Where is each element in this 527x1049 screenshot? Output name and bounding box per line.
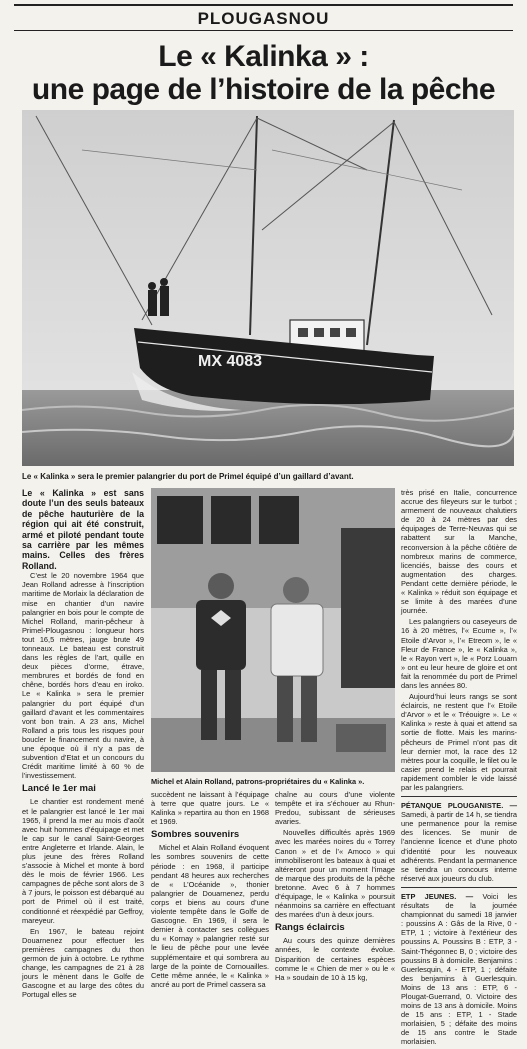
- article-paragraph: Les palangriers ou caseyeurs de 16 à 20 mètres, l’« Ecume », l’« Etoile d’Arvor », l’« Etreom », le « Fleur de France », le « Kalinka », le « Rayon vert », le « Porz Louarn » ont eu leur heure de gloire et ont fait la renommée du port de Primel dans les années 80.: [401, 617, 517, 690]
- photo-caption-brothers: Michel et Alain Rolland, patrons-propriétaires du « Kalinka ».: [151, 777, 365, 786]
- brief-etp-title: ETP JEUNES. —: [401, 891, 474, 901]
- article-paragraph: chaîne au cours d’une violente tempête et ira s’échouer au Rhun-Predou, subissant de sérieuses avaries.: [275, 790, 395, 827]
- header-rule-bottom: [14, 30, 513, 31]
- brief-etp-jeunes: [401, 892, 517, 1047]
- article-column-2: [151, 790, 269, 991]
- article-paragraph: Aujourd’hui leurs rangs se sont éclaircis, ne restent que l’« Etoile d’Arvor » et le « Tréouigre ». Le « Kalinka » reste à quai et attend sa sortie de flotte. Mais les marins-pêcheurs de Primel n’ont pas dit leur dernier mot, la race des 12 mètres pour la coquille, le filet ou le casier prend le relais et pourrait rapidement combler le vide laissé par les palangriers.: [401, 692, 517, 792]
- subheading-sombres-souvenirs: Sombres souvenirs: [151, 829, 240, 841]
- subheading-rangs-eclaircis: Rangs éclaircis: [275, 922, 345, 934]
- header-rule-top: [14, 4, 513, 6]
- boat-photo: [22, 110, 514, 466]
- subheading-lance: Lancé le 1er mai: [22, 783, 96, 795]
- article-paragraph: En 1967, le bateau rejoint Douarnenez pour effectuer les premières campagnes du thon germon de juin à octobre. Le rythme change, les campagnes de 21 à 28 jours le mènent dans le Golfe de Gascogne et au large des côtes du Portugal elles se: [22, 926, 144, 1000]
- headline-line-1: Le « Kalinka » :: [158, 40, 369, 73]
- boat-illustration: [22, 110, 514, 466]
- brief-etp-text: Voici les résultats de la journée championnat du samedi 18 janvier : poussins A : Gâs de la Rive, 0 - ETP, 1 ; victoire à l’extérieur des poussins A. Poussins B : ETP, 3 - Saint-Thégonnec B, 0 ; victoire des poussins B à domicile. Benjamins : Guerlesquin, 4 - ETP, 1 ; défaite des benjamins à Guerlesquin. Moins de 13 ans : ETP, 6 - Plougat-Guerrand, 0. Victoire des moins de 13 ans à domicile. Moins de 15 ans : ETP, 1 - Stade morlaisien, 5 ; défaite des moins de 15 ans contre le Stade morlaisien.: [401, 891, 517, 1047]
- brief-petanque-text: Samedi, à partir de 14 h, se tiendra une permanence pour la remise des licences. Se munir de l’ancienne licence et d’une photo d’identité pour les nouveaux adhérents. Pendant la permanence se tiendra un concours interne réservé aux joueurs du club.: [401, 810, 517, 883]
- article-intro: Le « Kalinka » est sans doute l’un des seuls bateaux de pêche hauturière de la région qui ait été construit, armé et piloté pendant toute sa carrière par les mêmes mains. Celles des frères Rolland.: [22, 488, 144, 571]
- article-paragraph: Nouvelles difficultés après 1969 avec les marées noires du « Torrey Canon » et de l’« Amoco » qui immobiliseront les bateaux à quai et altéreront pour un moment l’image de marque des produits de la pêche bretonne. Avec 6 à 7 hommes d’équipage, le « Kalinka » poursuit néanmoins sa carrière en effectuant des marées d’un à deux jours.: [275, 828, 395, 920]
- article-paragraph: Michel et Alain Rolland évoquent les sombres souvenirs de cette période : en 1968, il participe pendant 48 heures aux recherches de « L’Océanide », thonier palangrier de Douarnenez, perdu corps et biens au cours d’une violente tempête dans le Golfe de Gascogne. En 1969, il sera le dernier à contacter ses collègues du « Kornay » palangrier resté sur le lieu de pêche pour une levée supplémentaire et qui sombrera au large de la pointe de Cornouailles. Cette même année, le « Kalinka » ancré au port de Primel cassera sa: [151, 843, 269, 989]
- article-paragraph: Au cours des quinze dernières années, le contexte évolue. Disparition de certaines espèces comme le « Chien de mer » ou le « Ha » soudain de 10 à 15 kg,: [275, 936, 395, 982]
- brief-divider: [401, 887, 517, 888]
- section-header: [0, 4, 527, 34]
- brief-petanque: [401, 801, 517, 883]
- article-paragraph: Le chantier est rondement mené et le palangrier est lancé le 1er mai 1965, il prend la mer au mois d’août avec huit hommes d’équipage et met le cap sur le canal Saint-Georges entre Angleterre et Irlande. Alain, le plus jeune des frères Rolland s’associe à Michel et monte à bord dès le mois de février 1966. Les campagnes de pêche sont alors de 3 à 7 jours, le poisson est débarqué au port de Primel où il est traité, conditionné et réexpédié par Geffroy, mareyeur.: [22, 797, 144, 925]
- section-town: PLOUGASNOU: [197, 9, 330, 28]
- hull-registration: MX 4083: [198, 353, 263, 370]
- brothers-illustration: [151, 488, 395, 772]
- article-paragraph: très prisé en Italie, concurrence accrue des fileyeurs sur le turbot ; armement de nouveaux chalutiers de 20 à 24 mètres par des équipages de Terre-Neuvas qui se rabattent sur la Manche, reconversion à la pêche côtière de nombreux marins de commerce, licenciés, baisse des cours et augmentation des charges. Pendant cette dernière période, le « Kalinka » réduit son équipage et se limite à des marées d’une journée.: [401, 488, 517, 616]
- headline-line-2: une page de l’histoire de la pêche: [31, 73, 496, 106]
- article-column-3: [275, 790, 395, 984]
- article-paragraph: C’est le 20 novembre 1964 que Jean Rolland adresse à l’inscription maritime de Morlaix la déclaration de mise en chantier d’un navire palangrier en bois pour le compte de Michel Rolland, marin-pêcheur à Primel-Plougasnou : longueur hors tout 16,5 mètres, jauge brute 49 tonneaux. Le bateau est construit dans les règles de l’art, quille en deux pièces d’orme, étrave, membrures et bordés de fond en chêne, bordés hors d’eau en iroko. Le « Kalinka » sera le premier palangrier du port équipé d’un gaillard d’avant et les commentaires vont bon train. A 23 ans, Michel Rolland a pris tous les risques pour boucler le financement du navire, à une époque où il n’y a pas de subvention d’Etat et un concours du Crédit maritime limité à 60 % de l’investissement.: [22, 571, 144, 781]
- article-headline: [10, 40, 517, 106]
- brief-petanque-title: PÉTANQUE PLOUGANISTE. —: [401, 801, 517, 811]
- article-column-1: [22, 488, 144, 1001]
- brothers-photo: [151, 488, 395, 772]
- photo-caption-boat: Le « Kalinka » sera le premier palangrier du port de Primel équipé d’un gaillard d’avant.: [22, 472, 354, 481]
- brief-divider: [401, 796, 517, 797]
- article-column-4: [401, 488, 517, 1049]
- article-paragraph: succèdent ne laissant à l’équipage à terre que quatre jours. Le « Kalinka » repartira au thon en 1968 et 1969.: [151, 790, 269, 827]
